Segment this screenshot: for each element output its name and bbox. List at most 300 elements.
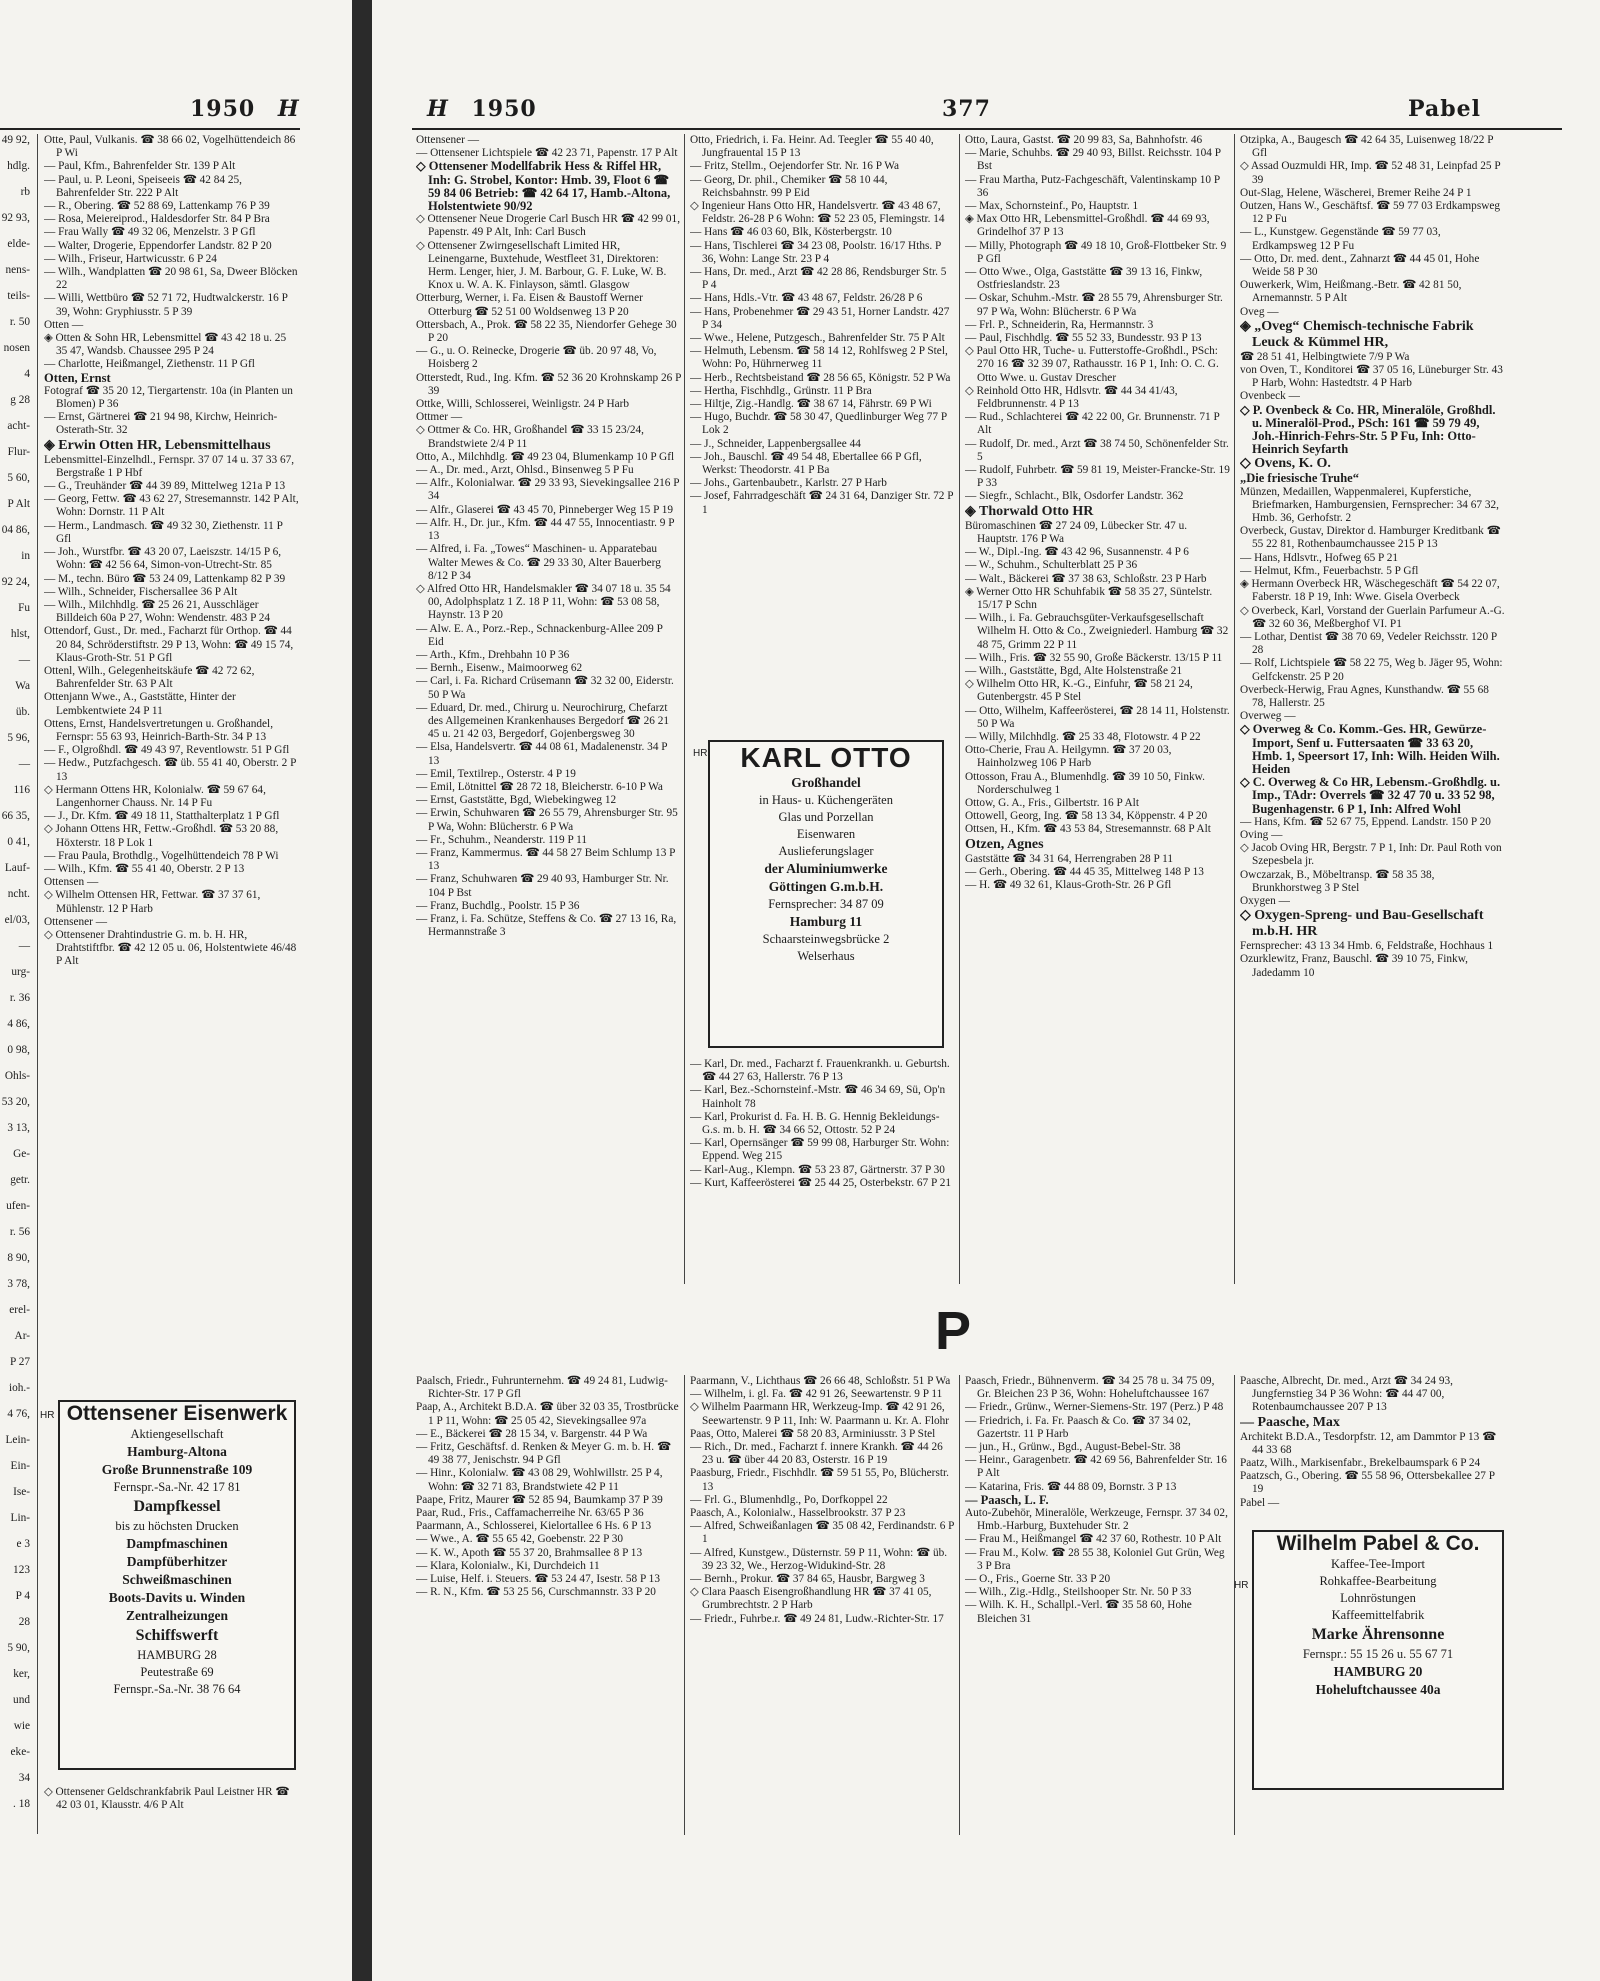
directory-entry: ◇ Reinhold Otto HR, Hdlsvtr. ☎ 44 34 41/43, Feldbrunnenstr. 4 P 13 — [965, 384, 1178, 411]
directory-entry: Gaststätte ☎ 34 31 64, Herrengraben 28 P 11 — [965, 852, 1174, 865]
directory-entry: Pabel — — [1240, 1496, 1280, 1509]
directory-entry: — Frau Wally ☎ 49 32 06, Menzelstr. 3 P Gfl — [44, 226, 256, 239]
margin-fragment: hlst, — [10, 628, 30, 640]
directory-entry: ◇ Jacob Oving HR, Bergstr. 7 P 1, Inh: Dr. Paul Roth von Szepesbela jr. — [1240, 842, 1502, 868]
directory-entry: ◇ Ovens, K. O. — [1240, 456, 1331, 472]
directory-entry: — R., Obering. ☎ 52 88 69, Lattenkamp 76 P 39 — [44, 200, 270, 213]
directory-entry: — Frau M., Kolw. ☎ 28 55 38, Koloniel Gut Grün, Weg 3 P Bra — [965, 1546, 1225, 1572]
directory-entry: „Die friesische Truhe“ — [1240, 471, 1359, 486]
directory-entry: — K. W., Apoth ☎ 55 37 20, Brahmsallee 8 P 13 — [416, 1546, 643, 1559]
margin-fragment: Wa — [15, 680, 30, 692]
margin-fragment: r. 36 — [9, 992, 30, 1004]
directory-entry: Paape, Fritz, Maurer ☎ 52 85 94, Baumkamp 37 P 39 — [416, 1493, 663, 1506]
ad-line: Schiffswerft — [135, 1627, 219, 1644]
directory-entry: — Georg, Dr. phil., Chemiker ☎ 58 10 44, Reichsbahnstr. 99 P Eid — [690, 173, 888, 199]
directory-entry: — F., Olgroßhdl. ☎ 49 43 97, Reventlowstr. 51 P Gfl — [44, 744, 290, 757]
ad-line: Kaffee-Tee-Import — [1331, 1557, 1425, 1571]
directory-entry: — Hans, Probenehmer ☎ 29 43 51, Horner Landstr. 427 P 34 — [690, 305, 950, 331]
directory-entry: Ovenbeck — — [1240, 390, 1300, 403]
directory-entry: — Friedrich, i. Fa. Fr. Paasch & Co. ☎ 37 34 02, Gazertstr. 11 P Harb — [965, 1414, 1191, 1440]
directory-entry: — Hans, Hdls.-Vtr. ☎ 43 48 67, Feldstr. 26/28 P 6 — [690, 292, 923, 305]
ad-title: Wilhelm Pabel & Co. — [1276, 1532, 1480, 1555]
directory-entry: Overweg — — [1240, 710, 1296, 723]
directory-entry: — Wilh., Friseur, Hartwicusstr. 6 P 24 — [44, 252, 217, 265]
margin-fragment: — — [18, 654, 30, 666]
margin-fragment: hdlg. — [7, 160, 30, 172]
directory-entry: — Siegfr., Schlacht., Blk, Osdorfer Landstr. 362 — [965, 490, 1184, 503]
directory-entry: — R. N., Kfm. ☎ 53 25 56, Curschmannstr. 33 P 20 — [416, 1586, 656, 1599]
margin-fragment: 49 92, — [1, 134, 30, 146]
directory-entry: — W., Schuhm., Schulterblatt 25 P 36 — [965, 559, 1138, 572]
margin-fragment: 5 96, — [7, 732, 30, 744]
margin-fragment: 8 90, — [7, 1252, 30, 1264]
column-divider — [1234, 134, 1235, 1284]
directory-entry: — Katarina, Fris. ☎ 44 88 09, Bornstr. 3 P 13 — [965, 1480, 1177, 1493]
ad-line: bis zu höchsten Drucken — [115, 1519, 239, 1533]
directory-entry: ◇ Hermann Ottens HR, Kolonialw. ☎ 59 67 64, Langenhorner Chauss. Nr. 14 P Fu — [44, 783, 266, 809]
margin-fragment: . 18 — [13, 1798, 30, 1810]
ad-line: Fernspr.-Sa.-Nr. 42 17 81 — [113, 1480, 241, 1494]
margin-fragment: Lauf- — [4, 862, 30, 874]
footer-entry — [44, 1786, 300, 1826]
ad-line: Hamburg 11 — [789, 914, 863, 929]
directory-entry: — Alfr., Glaserei ☎ 43 45 70, Pinneberger Weg 15 P 19 — [416, 503, 674, 516]
directory-entry: — Heinr., Garagenbetr. ☎ 42 69 56, Bahrenfelder Str. 16 P Alt — [965, 1454, 1227, 1480]
margin-fragment: ker, — [13, 1668, 30, 1680]
directory-entry: — Rosa, Meiereiprod., Haldesdorfer Str. 84 P Bra — [44, 213, 270, 226]
margin-fragment: g 28 — [10, 394, 30, 406]
directory-entry: — Otto Wwe., Olga, Gaststätte ☎ 39 13 16, Finkw, Ostfrieslandstr. 23 — [965, 266, 1203, 292]
directory-entry: Paap, A., Architekt B.D.A. ☎ über 32 03 35, Trostbrücke 1 P 11, Wohn: ☎ 25 05 42, Sievekingsallee 97a — [416, 1401, 679, 1427]
directory-entry: Ottmer — — [416, 411, 463, 424]
directory-entry: Paatzsch, G., Obering. ☎ 55 58 96, Ottersbekallee 27 P 19 — [1240, 1470, 1495, 1496]
ad-line: Auslieferungslager — [778, 844, 874, 858]
margin-fragment: ufen- — [6, 1200, 30, 1212]
directory-entry: Büromaschinen ☎ 27 24 09, Lübecker Str. 47 u. Hauptstr. 176 P Wa — [965, 519, 1188, 545]
ad-line: Boots-Davits u. Winden — [108, 1590, 246, 1605]
directory-entry: — M., techn. Büro ☎ 53 24 09, Lattenkamp 82 P 39 — [44, 572, 286, 585]
directory-entry: — H. ☎ 49 32 61, Klaus-Groth-Str. 26 P Gfl — [965, 878, 1172, 891]
directory-entry: Paarmann, V., Lichthaus ☎ 26 66 48, Schloßstr. 51 P Wa — [690, 1375, 951, 1387]
margin-fragment: urg- — [11, 966, 30, 978]
directory-entry: — Wilhelm, i. gl. Fa. ☎ 42 91 26, Seewartenstr. 9 P 11 — [690, 1388, 943, 1401]
margin-fragment: P Alt — [7, 498, 30, 510]
directory-entry: ◇ Johann Ottens HR, Fettw.-Großhdl. ☎ 53 20 88, Höxterstr. 18 P Lok 1 — [44, 823, 279, 849]
directory-entry: — Bernh., Prokur. ☎ 37 84 65, Hausbr, Bargweg 3 — [690, 1573, 925, 1586]
directory-entry: Otte, Paul, Vulkanis. ☎ 38 66 02, Vogelhüttendeich 86 P Wi — [44, 134, 296, 160]
directory-entry: — Wilh., Kfm. ☎ 55 41 40, Oberstr. 2 P 13 — [44, 862, 245, 875]
directory-entry: — Paul, Fischhdlg. ☎ 55 52 33, Bundesstr. 93 P 13 — [965, 332, 1202, 345]
margin-fragment: Lin- — [10, 1512, 30, 1524]
directory-entry: — Hedw., Putzfachgesch. ☎ üb. 55 41 40, Oberstr. 2 P 13 — [44, 757, 297, 783]
ad-line: Rohkaffee-Bearbeitung — [1319, 1574, 1437, 1588]
directory-entry: ◇ Overweg & Co. Komm.-Ges. HR, Gewürze-Import, Senf u. Futtersaaten ☎ 33 63 20, Hmb. 1, Speersort 17, Inh: Wilh. Heiden Wilh. Heiden — [1240, 722, 1500, 776]
directory-entry: ◈ Thorwald Otto HR — [965, 503, 1094, 519]
directory-column-2 — [690, 134, 955, 734]
directory-entry: — Luise, Helf. i. Steuers. ☎ 53 24 47, Isestr. 58 P 13 — [416, 1573, 660, 1586]
directory-entry: Auto-Zubehör, Mineralöle, Werkzeuge, Fernspr. 37 34 02, Hmb.-Harburg, Buxtehuder Str. 2 — [965, 1507, 1228, 1533]
hr-marker: HR — [40, 1410, 55, 1421]
directory-entry: Ottensen — — [44, 876, 99, 889]
column-divider — [684, 1375, 685, 1835]
directory-entry: — Franz, Kammermus. ☎ 44 58 27 Beim Schlump 13 P 13 — [416, 846, 676, 873]
directory-entry: — Franz, Buchdlg., Poolstr. 15 P 36 — [416, 899, 580, 912]
directory-entry: — Bernh., Eisenw., Maimoorweg 62 — [416, 662, 583, 675]
header-rule — [412, 128, 1562, 130]
directory-entry: — Wilh., Fris. ☎ 32 55 90, Große Bäckerstr. 13/15 P 11 — [965, 651, 1223, 664]
directory-entry: Paas, Otto, Malerei ☎ 58 20 83, Arminiusstr. 3 P Stel — [690, 1427, 936, 1440]
margin-fragment: P 27 — [10, 1356, 30, 1368]
directory-entry: — Elsa, Handelsvertr. ☎ 44 08 61, Madalenenstr. 34 P 13 — [416, 741, 668, 767]
margin-fragment: üb. — [15, 706, 30, 718]
column-divider — [37, 134, 38, 1834]
directory-entry: — L., Kunstgew. Gegenstände ☎ 59 77 03, Erdkampsweg 12 P Fu — [1240, 226, 1441, 252]
ad-line: Großhandel — [791, 775, 861, 790]
directory-entry: ◇ Ottensener Modellfabrik Hess & Riffel HR, Inh: G. Strobel, Kontor: Hmb. 39, Floot 6 ☎ 59 84 06 Betrieb: ☎ 42 64 17, Hamb.-Altona, Holstentwiete 90/92 — [416, 159, 671, 214]
directory-entry: — Fritz, Stellm., Oejendorfer Str. Nr. 16 P Wa — [690, 160, 900, 173]
directory-entry: — Wilh., Milchhdlg. ☎ 25 26 21, Ausschläger Billdeich 60a P 27, Wohn: Wendenstr. 483 P 24 — [44, 598, 271, 625]
margin-fragment: 53 20, — [1, 1096, 30, 1108]
ad-line: Marke Ährensonne — [1311, 1626, 1445, 1643]
column-divider — [959, 134, 960, 1284]
ad-line: Zentralheizungen — [125, 1608, 228, 1623]
directory-entry: — Georg, Fettw. ☎ 43 62 27, Stresemannstr. 142 P Alt, Wohn: Dornstr. 11 P Alt — [44, 493, 299, 519]
directory-column-4 — [1240, 134, 1505, 1284]
directory-entry: — Frl. P., Schneiderin, Ra, Hermannstr. 3 — [965, 318, 1154, 331]
directory-entry: — Otto, Dr. med. dent., Zahnarzt ☎ 44 45 01, Hohe Weide 58 P 30 — [1240, 252, 1480, 279]
margin-fragment: nosen — [3, 342, 30, 354]
directory-entry: Outzen, Hans W., Geschäftsf. ☎ 59 77 03 Erdkampsweg 12 P Fu — [1240, 200, 1501, 226]
p-column-2 — [690, 1375, 955, 1835]
directory-entry: Fernsprecher: 43 13 34 Hmb. 6, Feldstraße, Hochhaus 1 — [1240, 940, 1494, 953]
directory-entry: — Arth., Kfm., Drehbahn 10 P 36 — [416, 648, 570, 661]
directory-entry: — Ernst, Gaststätte, Bgd, Wiebekingweg 12 — [416, 794, 617, 807]
ad-title: KARL OTTO — [740, 742, 912, 773]
directory-entry: — Eduard, Dr. med., Chirurg u. Neurochirurg, Chefarzt des Allgemeinen Krankenhauses Bergedorf ☎ 26 21 45 u. 21 42 03, Bergedorf, Gojenbergsweg 30 — [416, 701, 669, 741]
directory-entry: — Fr., Schuhm., Neanderstr. 119 P 11 — [416, 833, 588, 846]
directory-entry: — Wilh., i. Fa. Gebrauchsgüter-Verkaufsgesellschaft Wilhelm H. Otto & Co., Zweigniederl. Hamburg ☎ 32 48 75, Grimm 22 P 11 — [965, 612, 1229, 651]
directory-entry: — Frau Martha, Putz-Fachgeschäft, Valentinskamp 10 P 36 — [965, 173, 1220, 199]
margin-fragment: 123 — [13, 1564, 30, 1576]
ad-line: Kaffeemittelfabrik — [1331, 1608, 1425, 1622]
directory-entry: — G., u. O. Reinecke, Drogerie ☎ üb. 20 97 48, Vo, Hoisberg 2 — [416, 345, 657, 371]
directory-entry: Oxygen — — [1240, 894, 1290, 907]
directory-entry: ◈ Otten & Sohn HR, Lebensmittel ☎ 43 42 18 u. 25 35 47, Wandsb. Chaussee 295 P 24 — [44, 332, 287, 358]
ad-line: Dampfkessel — [133, 1498, 221, 1515]
directory-entry: ◈ Max Otto HR, Lebensmittel-Großhdl. ☎ 44 69 93, Grindelhof 37 P 13 — [965, 213, 1210, 239]
directory-entry: ◇ Wilhelm Paarmann HR, Werkzeug-Imp. ☎ 42 91 26, Seewartenstr. 9 P 11, Inh: W. Paarmann u. Kr. A. Flohr — [690, 1401, 950, 1427]
margin-fragment: 4 86, — [7, 1018, 30, 1030]
directory-entry: Otterburg, Werner, i. Fa. Eisen & Baustoff Werner Otterburg ☎ 52 51 00 Woldsenweg 13 P 20 — [416, 292, 643, 318]
margin-fragment: 04 86, — [1, 524, 30, 536]
directory-entry: — Kurt, Kaffeerösterei ☎ 25 44 25, Osterbekstr. 67 P 21 — [690, 1176, 951, 1189]
ad-line: Hoheluftchaussee 40a — [1315, 1682, 1441, 1697]
margin-fragment: 116 — [13, 784, 30, 796]
directory-entry: Overbeck, Gustav, Direktor d. Hamburger Kreditbank ☎ 55 22 81, Rothenbaumchaussee 215 P 13 — [1240, 525, 1501, 551]
margin-fragment: und — [13, 1694, 30, 1706]
left-margin-fragments — [0, 134, 30, 1824]
margin-fragment: — — [18, 758, 30, 770]
directory-entry: — Ottensener Lichtspiele ☎ 42 23 71, Papenstr. 17 P Alt — [416, 147, 678, 160]
right-page — [372, 0, 1600, 1981]
directory-entry: Paarmann, A., Schlosserei, Kielortallee 6 Hs. 6 P 13 — [416, 1520, 652, 1533]
directory-entry: — Joh., Bauschl. ☎ 49 54 48, Ebertallee 66 P Gfl, Werkst: Theodorstr. 41 P Ba — [690, 450, 922, 477]
directory-entry: — Hertha, Fischhdlg., Grünstr. 11 P Bra — [690, 384, 872, 397]
margin-fragment: acht- — [7, 420, 30, 432]
directory-entry: Ottow, G. A., Fris., Gilbertstr. 16 P Alt — [965, 796, 1139, 809]
directory-entry: ◈ „Oveg“ Chemisch-technische Fabrik Leuck & Kümmel HR, — [1240, 318, 1474, 350]
directory-entry: Otto, A., Milchhdlg. ☎ 49 23 04, Blumenkamp 10 P Gfl — [416, 450, 675, 463]
directory-entry: — Wilh., Zig.-Hdlg., Steilshooper Str. Nr. 50 P 33 — [965, 1586, 1192, 1599]
directory-entry: Ouwerkerk, Wim, Heißmang.-Betr. ☎ 42 81 50, Arnemannstr. 5 P Alt — [1240, 279, 1462, 305]
directory-entry: Paalsch, Friedr., Fuhrunternehm. ☎ 49 24 81, Ludwig-Richter-Str. 17 P Gfl — [416, 1375, 668, 1401]
p-column-1 — [416, 1375, 681, 1835]
header-letter: H — [277, 96, 300, 122]
margin-fragment: elde- — [7, 238, 30, 250]
directory-entry: Oving — — [1240, 828, 1283, 841]
directory-entry: — Wilh., Gaststätte, Bgd, Alte Holstenstraße 21 — [965, 664, 1183, 677]
margin-fragment: teils- — [7, 290, 30, 302]
directory-entry: — Hans, Dr. med., Arzt ☎ 42 28 86, Rendsburger Str. 5 P 4 — [690, 266, 947, 292]
margin-fragment: Flur- — [7, 446, 30, 458]
directory-entry: — Max, Schornsteinf., Po, Hauptstr. 1 — [965, 200, 1139, 213]
directory-entry: Ottersbach, A., Prok. ☎ 58 22 35, Niendorfer Gehege 30 P 20 — [416, 318, 677, 345]
p-column-3 — [965, 1375, 1230, 1835]
directory-entry: Fotograf ☎ 35 20 12, Tiergartenstr. 10a (in Planten un Blomen) P 36 — [44, 384, 293, 411]
right-page-header-left — [427, 96, 537, 122]
directory-entry: Ottensener — — [44, 915, 108, 928]
directory-entry: Paasch, A., Kolonialw., Hasselbrookstr. 37 P 23 — [690, 1507, 906, 1520]
directory-entry: — Rolf, Lichtspiele ☎ 58 22 75, Weg b. Jäger 95, Wohn: Gelfckenstr. 25 P 20 — [1240, 657, 1503, 683]
directory-entry: ◇ Ingenieur Hans Otto HR, Handelsvertr. ☎ 43 48 67, Feldstr. 26-28 P 6 Wohn: ☎ 52 23 05, Flemingstr. 14 — [690, 200, 945, 226]
ad-line: Große Brunnenstraße 109 — [101, 1462, 253, 1477]
margin-fragment: in — [21, 550, 30, 562]
directory-entry: — Hans, Hdlsvtr., Hofweg 65 P 21 — [1240, 551, 1399, 564]
margin-fragment: Ise- — [13, 1486, 30, 1498]
directory-entry: — Alw. E. A., Porz.-Rep., Schnackenburg-Allee 209 P Eid — [416, 622, 663, 648]
margin-fragment: rb — [20, 186, 30, 198]
directory-entry: ◇ Ottensener Neue Drogerie Carl Busch HR ☎ 42 99 01, Papenstr. 49 P Alt, Inh: Carl Busch — [416, 213, 681, 239]
directory-entry: Ottosson, Frau A., Blumenhdlg. ☎ 39 10 50, Finkw. Norderschulweg 1 — [965, 770, 1205, 796]
directory-entry: — Franz, i. Fa. Schütze, Steffens & Co. ☎ 27 13 16, Ra, Hermannstraße 3 — [416, 912, 677, 939]
header-year: 1950 — [471, 96, 537, 122]
header-letter: H — [427, 96, 449, 122]
ad-line: HAMBURG 20 — [1333, 1664, 1423, 1679]
directory-entry: Otto-Cherie, Frau A. Heilgymn. ☎ 37 20 03, Hainholzweg 106 P Harb — [965, 744, 1172, 770]
directory-entry: — Karl, Prokurist d. Fa. H. B. G. Hennig Bekleidungs-G.s. m. b. H. ☎ 34 66 52, Ottostr. 52 P 24 — [690, 1110, 940, 1137]
directory-entry: ◇ Ottmer & Co. HR, Großhandel ☎ 33 15 23/24, Brandstwiete 2/4 P 11 — [416, 424, 644, 450]
directory-entry: — Karl, Bez.-Schornsteinf.-Mstr. ☎ 46 34 69, Sü, Op'n Hainholt 78 — [690, 1084, 946, 1110]
directory-entry: Paatz, Wilh., Markisenfabr., Brekelbaumspark 6 P 24 — [1240, 1457, 1481, 1470]
directory-entry: ◇ Alfred Otto HR, Handelsmakler ☎ 34 07 18 u. 35 54 00, Adolphsplatz 1 Z. 18 P 11, Wohn: ☎ 53 08 58, Haynstr. 13 P 20 — [416, 582, 671, 622]
margin-fragment: 5 90, — [7, 1642, 30, 1654]
directory-entry: — Walt., Bäckerei ☎ 37 38 63, Schloßstr. 23 P Harb — [965, 572, 1207, 585]
directory-entry: Oveg — — [1240, 305, 1279, 318]
directory-entry: — Hans, Tischlerei ☎ 34 23 08, Poolstr. 16/17 Hths. P 36, Wohn: Lange Str. 23 P 4 — [690, 239, 941, 265]
margin-fragment: wie — [13, 1720, 30, 1732]
margin-fragment: ncht. — [7, 888, 30, 900]
directory-entry: — jun., H., Grünw., Bgd., August-Bebel-Str. 38 — [965, 1441, 1181, 1454]
margin-fragment: e 3 — [16, 1538, 30, 1550]
directory-entry: — Paul, u. P. Leoni, Speiseeis ☎ 42 84 25, Bahrenfelder Str. 222 P Alt — [44, 173, 242, 199]
directory-entry: — Otto, Wilhelm, Kaffeerösterei, ☎ 28 14 11, Holstenstr. 50 P Wa — [965, 704, 1230, 730]
directory-entry: — Klara, Kolonialw., Ki, Durchdeich 11 — [416, 1559, 600, 1572]
directory-entry: — Milly, Photograph ☎ 49 18 10, Groß-Flottbeker Str. 9 P Gfl — [965, 239, 1227, 265]
margin-fragment: Ein- — [10, 1460, 30, 1472]
directory-entry: Otterstedt, Rud., Ing. Kfm. ☎ 52 36 20 Krohnskamp 26 P 39 — [416, 371, 681, 397]
directory-entry: — Emil, Textilrep., Osterstr. 4 P 19 — [416, 767, 576, 780]
directory-entry: — Herm., Landmasch. ☎ 49 32 30, Ziethenstr. 11 P Gfl — [44, 519, 283, 545]
directory-entry: — Friedr., Fuhrbe.r. ☎ 49 24 81, Ludw.-Richter-Str. 17 — [690, 1612, 944, 1625]
directory-entry: ◇ Ottensener Zwirngesellschaft Limited HR, Leinengarne, Buxtehude, Westfleet 31, Direktoren: Herm. Lenger, hier, J. M. Barbour, G. F. Luke, W. B. Knox u. W. A. K. Finlayson, sämtl. Glasgow — [416, 239, 667, 292]
directory-entry: — Frau Paula, Brothdlg., Vogelhüttendeich 78 P Wi — [44, 849, 279, 862]
margin-fragment: getr. — [10, 1174, 30, 1186]
directory-column-3 — [965, 134, 1230, 1284]
ad-line: Glas und Porzellan — [778, 810, 874, 824]
directory-entry: — Charlotte, Heißmangel, Ziethenstr. 11 P Gfl — [44, 358, 255, 371]
directory-entry: — Rich., Dr. med., Facharzt f. innere Krankh. ☎ 44 26 23 u. ☎ über 44 20 83, Osterstr. 16 P 19 — [690, 1441, 943, 1467]
directory-entry: ◇ Paul Otto HR, Tuche- u. Futterstoffe-Großhdl., PSch: 270 16 ☎ 32 39 07, Rathausstr. 16 P 1, Inh: O. C. G. Otto Wwe. u. Gustav Drescher — [965, 345, 1219, 384]
directory-entry: ◇ Assad Ouzmuldi HR, Imp. ☎ 52 48 31, Leinpfad 25 P 39 — [1240, 160, 1501, 186]
directory-entry: — Josef, Fahrradgeschäft ☎ 24 31 64, Danziger Str. 72 P 1 — [690, 490, 954, 516]
directory-entry: ◇ C. Overweg & Co HR, Lebensm.-Großhdlg. u. Imp., TAdr: Overrels ☎ 32 47 70 u. 33 52 98, Bugenhagenstr. 6 P 1, Inh: Alfred Wohl — [1240, 775, 1501, 816]
margin-fragment: 3 78, — [7, 1278, 30, 1290]
directory-entry: — Alfred, Schweißanlagen ☎ 35 08 42, Ferdinandstr. 6 P 1 — [690, 1520, 955, 1546]
ad-line: Fernspr.: 55 15 26 u. 55 67 71 — [1302, 1647, 1454, 1661]
margin-fragment: r. 50 — [9, 316, 30, 328]
margin-fragment: 0 98, — [7, 1044, 30, 1056]
directory-entry: — Helmut, Kfm., Feuerbachstr. 5 P Gfl — [1240, 564, 1419, 577]
directory-entry: — Rudolf, Fuhrbetr. ☎ 59 81 19, Meister-Francke-Str. 19 P 33 — [965, 464, 1230, 490]
directory-entry: Ottsen, H., Kfm. ☎ 43 53 84, Stresemannstr. 68 P Alt — [965, 823, 1211, 836]
ad-line: Göttingen G.m.b.H. — [768, 879, 884, 894]
directory-entry: ◇ Ottensener Geldschrankfabrik Paul Leistner HR ☎ 42 03 01, Klausstr. 4/6 P Alt — [44, 1786, 290, 1812]
directory-entry: Ottenl, Wilh., Gelegenheitskäufe ☎ 42 72 62, Bahrenfelder Str. 63 P Alt — [44, 664, 255, 691]
directory-entry: — Alfred, Kunstgew., Düsternstr. 59 P 11, Wohn: ☎ üb. 39 23 32, We., Herzog-Widukind-Str. 28 — [690, 1546, 948, 1572]
ad-wilhelm-pabel — [1252, 1530, 1504, 1790]
directory-entry: — Johs., Gartenbaubetr., Karlstr. 27 P Harb — [690, 477, 887, 490]
directory-entry: ◈ Erwin Otten HR, Lebensmittelhaus — [44, 437, 271, 453]
margin-fragment: 28 — [18, 1616, 30, 1628]
margin-fragment: 4 — [24, 368, 30, 380]
margin-fragment: 66 35, — [1, 810, 30, 822]
header-keyword: Pabel — [1408, 96, 1481, 122]
directory-entry: — Erwin, Schuhwaren ☎ 26 55 79, Ahrensburger Str. 95 P Wa, Wohn: Blücherstr. 6 P Wa — [416, 807, 678, 833]
column-divider — [684, 134, 685, 1284]
p-column-4 — [1240, 1375, 1505, 1520]
directory-entry: Lebensmittel-Einzelhdl., Fernspr. 37 07 14 u. 37 33 67, Bergstraße 1 P Hbf — [44, 453, 295, 479]
left-page — [0, 0, 352, 1981]
directory-entry: Otto, Friedrich, i. Fa. Heinr. Ad. Teegler ☎ 55 40 40, Jungfrauental 15 P 13 — [690, 134, 934, 160]
directory-entry: — Karl, Dr. med., Facharzt f. Frauenkrankh. u. Geburtsh. ☎ 44 27 63, Hallerstr. 76 P 13 — [690, 1058, 950, 1084]
directory-entry: ◇ Clara Paasch Eisengroßhandlung HR ☎ 37 41 05, Grumbrechtstr. 2 P Harb — [690, 1586, 932, 1612]
margin-fragment: el/03, — [4, 914, 30, 926]
margin-fragment: P 4 — [15, 1590, 30, 1602]
margin-fragment: Ar- — [14, 1330, 30, 1342]
directory-entry: Otten, Ernst — [44, 370, 111, 385]
margin-fragment: ioh.- — [8, 1382, 30, 1394]
directory-entry: Out-Slag, Helene, Wäscherei, Bremer Reihe 24 P 1 — [1240, 186, 1472, 199]
margin-fragment: 92 24, — [1, 576, 30, 588]
ad-line: in Haus- u. Küchengeräten — [759, 793, 893, 807]
directory-entry: — A., Dr. med., Arzt, Ohlsd., Binsenweg 5 P Fu — [416, 464, 634, 477]
directory-entry: ◇ Wilhelm Ottensen HR, Fettwar. ☎ 37 37 61, Mühlenstr. 12 P Harb — [44, 889, 261, 915]
directory-entry: — Paasche, Max — [1240, 1414, 1340, 1430]
directory-entry: — Wilh., Wandplatten ☎ 20 98 61, Sa, Dweer Blöcken 22 — [44, 266, 298, 292]
ad-line: Welserhaus — [797, 949, 855, 963]
directory-entry: Paasch, Friedr., Bühnenverm. ☎ 34 25 78 u. 34 75 09, Gr. Bleichen 23 P 36, Wohn: Hoheluftchaussee 167 — [965, 1375, 1215, 1401]
margin-fragment: Lein- — [5, 1434, 30, 1446]
directory-entry: — Ernst, Gärtnerei ☎ 21 94 98, Kirchw, Heinrich-Osterath-Str. 32 — [44, 411, 278, 437]
directory-entry: — J., Dr. Kfm. ☎ 49 18 11, Statthalterplatz 1 P Gfl — [44, 810, 280, 823]
directory-entry: — Herb., Rechtsbeistand ☎ 28 56 65, Königstr. 52 P Wa — [690, 371, 951, 384]
margin-fragment: 3 13, — [7, 1122, 30, 1134]
margin-fragment: eke- — [10, 1746, 30, 1758]
directory-entry: — G., Treuhänder ☎ 44 39 89, Mittelweg 121a P 13 — [44, 480, 286, 493]
margin-fragment: nens- — [5, 264, 30, 276]
margin-fragment: — — [18, 940, 30, 952]
header-year: 1950 — [190, 96, 256, 122]
directory-entry: — Franz, Schuhwaren ☎ 29 40 93, Hamburger Str. Nr. 104 P Bst — [416, 873, 669, 899]
directory-entry: — Rudolf, Dr. med., Arzt ☎ 38 74 50, Schönenfelder Str. 5 — [965, 437, 1229, 463]
section-letter: P — [935, 1301, 972, 1361]
directory-entry: — Wilh. K. H., Schallpl.-Verl. ☎ 35 58 60, Hohe Bleichen 31 — [965, 1599, 1192, 1625]
ad-line: HAMBURG 28 — [137, 1648, 217, 1662]
directory-entry: — Willy, Milchhdlg. ☎ 25 33 48, Flotowstr. 4 P 22 — [965, 730, 1201, 743]
directory-entry: — Alfred, i. Fa. „Towes“ Maschinen- u. Apparatebau Walter Mewes & Co. ☎ 29 33 30, Alter Bauerberg 8/12 P 34 — [416, 543, 661, 582]
left-page-header — [190, 96, 300, 122]
ad-line: Hamburg-Altona — [127, 1444, 227, 1459]
ad-line: Lohnröstungen — [1340, 1591, 1416, 1605]
book-spine — [352, 0, 372, 1981]
directory-entry: Paasche, Albrecht, Dr. med., Arzt ☎ 34 24 93, Jungfernstieg 34 P 36 Wohn: ☎ 44 47 00, Rotenbaumchaussee 207 P 13 — [1240, 1375, 1453, 1414]
directory-entry: Owczarzak, B., Möbeltransp. ☎ 58 35 38, Brunkhorstweg 3 P Stel — [1240, 868, 1435, 894]
ad-line: Fernsprecher: 34 87 09 — [768, 897, 884, 911]
directory-entry: — Emil, Lötnittel ☎ 28 72 18, Bleicherstr. 6-10 P Wa — [416, 780, 663, 793]
column-divider — [959, 1375, 960, 1835]
directory-entry: ◇ Overbeck, Karl, Vorstand der Guerlain Parfumeur A.-G. ☎ 32 60 36, Meßberghof VI. P1 — [1240, 604, 1505, 630]
page-number: 377 — [942, 96, 991, 122]
directory-entry: — E., Bäckerei ☎ 28 15 34, v. Bargenstr. 44 P Wa — [416, 1427, 648, 1440]
directory-entry: — Wwe., Helene, Putzgesch., Bahrenfelder Str. 75 P Alt — [690, 332, 945, 345]
directory-entry: Paasburg, Friedr., Fischhdlr. ☎ 59 51 55, Po, Blücherstr. 13 — [690, 1467, 949, 1493]
directory-entry: — Wilh., Schneider, Fischersallee 36 P Alt — [44, 585, 238, 598]
directory-entry: ◈ Hermann Overbeck HR, Wäschegeschäft ☎ 54 22 07, Faberstr. 18 P 19, Inh: Wwe. Gisela Overbeck — [1240, 578, 1500, 604]
directory-entry: — Karl-Aug., Klempn. ☎ 53 23 87, Gärtnerstr. 37 P 30 — [690, 1163, 945, 1176]
directory-entry: — Carl, i. Fa. Richard Crüsemann ☎ 32 32 00, Eiderstr. 50 P Wa — [416, 675, 674, 701]
margin-fragment: Ohls- — [4, 1070, 30, 1082]
margin-fragment: 92 93, — [1, 212, 30, 224]
ad-ottensener-eisenwerk — [58, 1400, 296, 1770]
margin-fragment: r. 56 — [9, 1226, 30, 1238]
ad-line: Dampfmaschinen — [126, 1536, 228, 1551]
directory-entry: — Karl, Opernsänger ☎ 59 99 08, Harburger Str. Wohn: Eppend. Weg 215 — [690, 1137, 950, 1163]
margin-fragment: 4 76, — [7, 1408, 30, 1420]
directory-entry: — Friedr., Grünw., Werner-Siemens-Str. 197 (Perz.) P 48 — [965, 1401, 1224, 1414]
directory-entry: — Helmuth, Lebensm. ☎ 58 14 12, Rohlfsweg 2 P Stel, Wohn: Po, Hührnerweg 11 — [690, 345, 948, 371]
directory-entry: Overbeck-Herwig, Frau Agnes, Kunsthandw. ☎ 55 68 78, Hallerstr. 25 — [1240, 683, 1489, 709]
directory-entry: — Paul, Kfm., Bahrenfelder Str. 139 P Alt — [44, 160, 236, 173]
margin-fragment: erel- — [9, 1304, 30, 1316]
directory-entry: Münzen, Medaillen, Wappenmalerei, Kupferstiche, Briefmarken, Hamburgensien, Fernsprecher: 34 67 32, Hmb. 36, Gerhofstr. 2 — [1240, 485, 1499, 525]
directory-column-1 — [416, 134, 681, 1284]
directory-entry: — Alfr. H., Dr. jur., Kfm. ☎ 44 47 55, Innocentiastr. 9 P 13 — [416, 516, 675, 543]
ad-line: Fernspr.-Sa.-Nr. 38 76 64 — [113, 1682, 241, 1696]
directory-entry: — Hugo, Buchdr. ☎ 58 30 47, Quedlinburger Weg 77 P Lok 2 — [690, 411, 947, 437]
directory-entry: ☎ 28 51 41, Helbingtwiete 7/9 P Wa — [1240, 350, 1410, 363]
header-rule — [0, 128, 300, 130]
directory-entry: — Alfr., Kolonialwar. ☎ 29 33 93, Sievekingsallee 216 P 34 — [416, 477, 680, 503]
